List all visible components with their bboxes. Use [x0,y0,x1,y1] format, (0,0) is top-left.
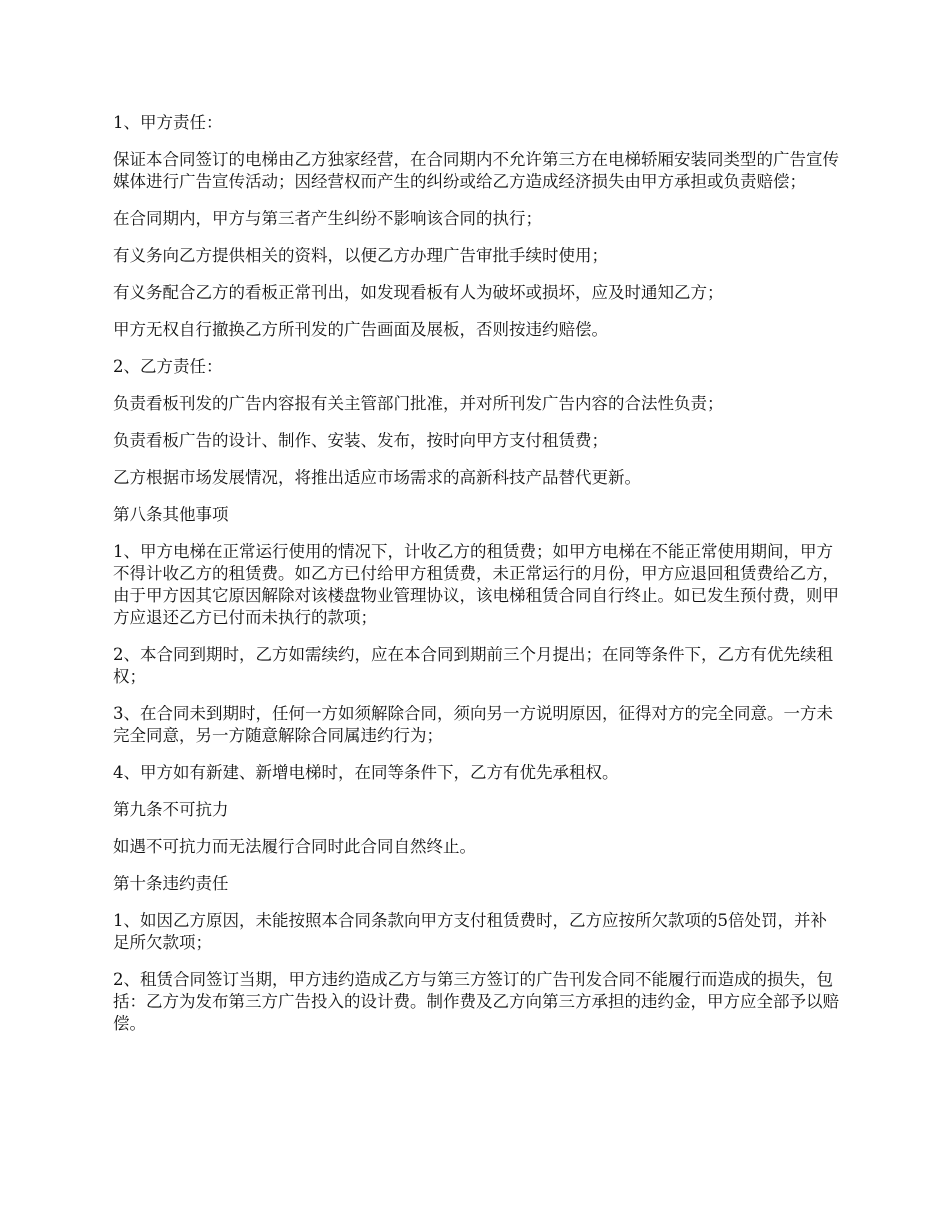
paragraph: 负责看板广告的设计、制作、安装、发布，按时向甲方支付租赁费； [113,431,608,450]
paragraph: 如遇不可抗力而无法履行合同时此合同自然终止。 [113,837,476,856]
paragraph: 1、如因乙方原因，未能按照本合同条款向甲方支付租赁费时，乙方应按所欠款项的5倍处罚，并补足所欠款项； [113,911,827,952]
article-heading-8: 第八条其他事项 [113,505,229,524]
section-heading-party-b-duties: 2、乙方责任： [113,357,223,376]
paragraph: 保证本合同签订的电梯由乙方独家经营，在合同期内不允许第三方在电梯轿厢安装同类型的广告宣传媒体进行广告宣传活动；因经营权而产生的纠纷或给乙方造成经济损失由甲方承担或负责赔偿； [113,150,839,191]
paragraph: 2、本合同到期时，乙方如需续约，应在本合同到期前三个月提出；在同等条件下，乙方有优先续租权； [113,645,833,686]
article-heading-9: 第九条不可抗力 [113,800,229,819]
paragraph: 2、租赁合同签订当期，甲方违约造成乙方与第三方签订的广告刊发合同不能履行而造成的损失，包括：乙方为发布第三方广告投入的设计费。制作费及乙方向第三方承担的违约金，甲方应全部予以赔偿。 [113,970,839,1033]
paragraph: 3、在合同未到期时，任何一方如须解除合同，须向另一方说明原因，征得对方的完全同意。一方未完全同意，另一方随意解除合同属违约行为； [113,704,833,745]
document-body [113,112,840,1050]
paragraph: 甲方无权自行撤换乙方所刊发的广告画面及展板，否则按违约赔偿。 [113,320,608,339]
paragraph: 在合同期内，甲方与第三者产生纠纷不影响该合同的执行； [113,209,542,228]
paragraph: 负责看板刊发的广告内容报有关主管部门批准，并对所刊发广告内容的合法性负责； [113,394,724,413]
section-heading-party-a-duties: 1、甲方责任： [113,113,223,132]
article-heading-10: 第十条违约责任 [113,874,229,893]
paragraph: 4、甲方如有新建、新增电梯时，在同等条件下，乙方有优先承租权。 [113,763,619,782]
paragraph: 有义务向乙方提供相关的资料，以便乙方办理广告审批手续时使用； [113,246,608,265]
paragraph: 1、甲方电梯在正常运行使用的情况下，计收乙方的租赁费；如甲方电梯在不能正常使用期间，甲方不得计收乙方的租赁费。如乙方已付给甲方租赁费，未正常运行的月份，甲方应退回租赁费给乙方，由于甲方因其它原因解除对该楼盘物业管理协议，该电梯租赁合同自行终止。如已发生预付费，则甲方应退还乙方已付而未执行的款项； [113,542,839,627]
paragraph: 有义务配合乙方的看板正常刊出，如发现看板有人为破坏或损坏，应及时通知乙方； [113,283,724,302]
paragraph: 乙方根据市场发展情况，将推出适应市场需求的高新科技产品替代更新。 [113,468,641,487]
